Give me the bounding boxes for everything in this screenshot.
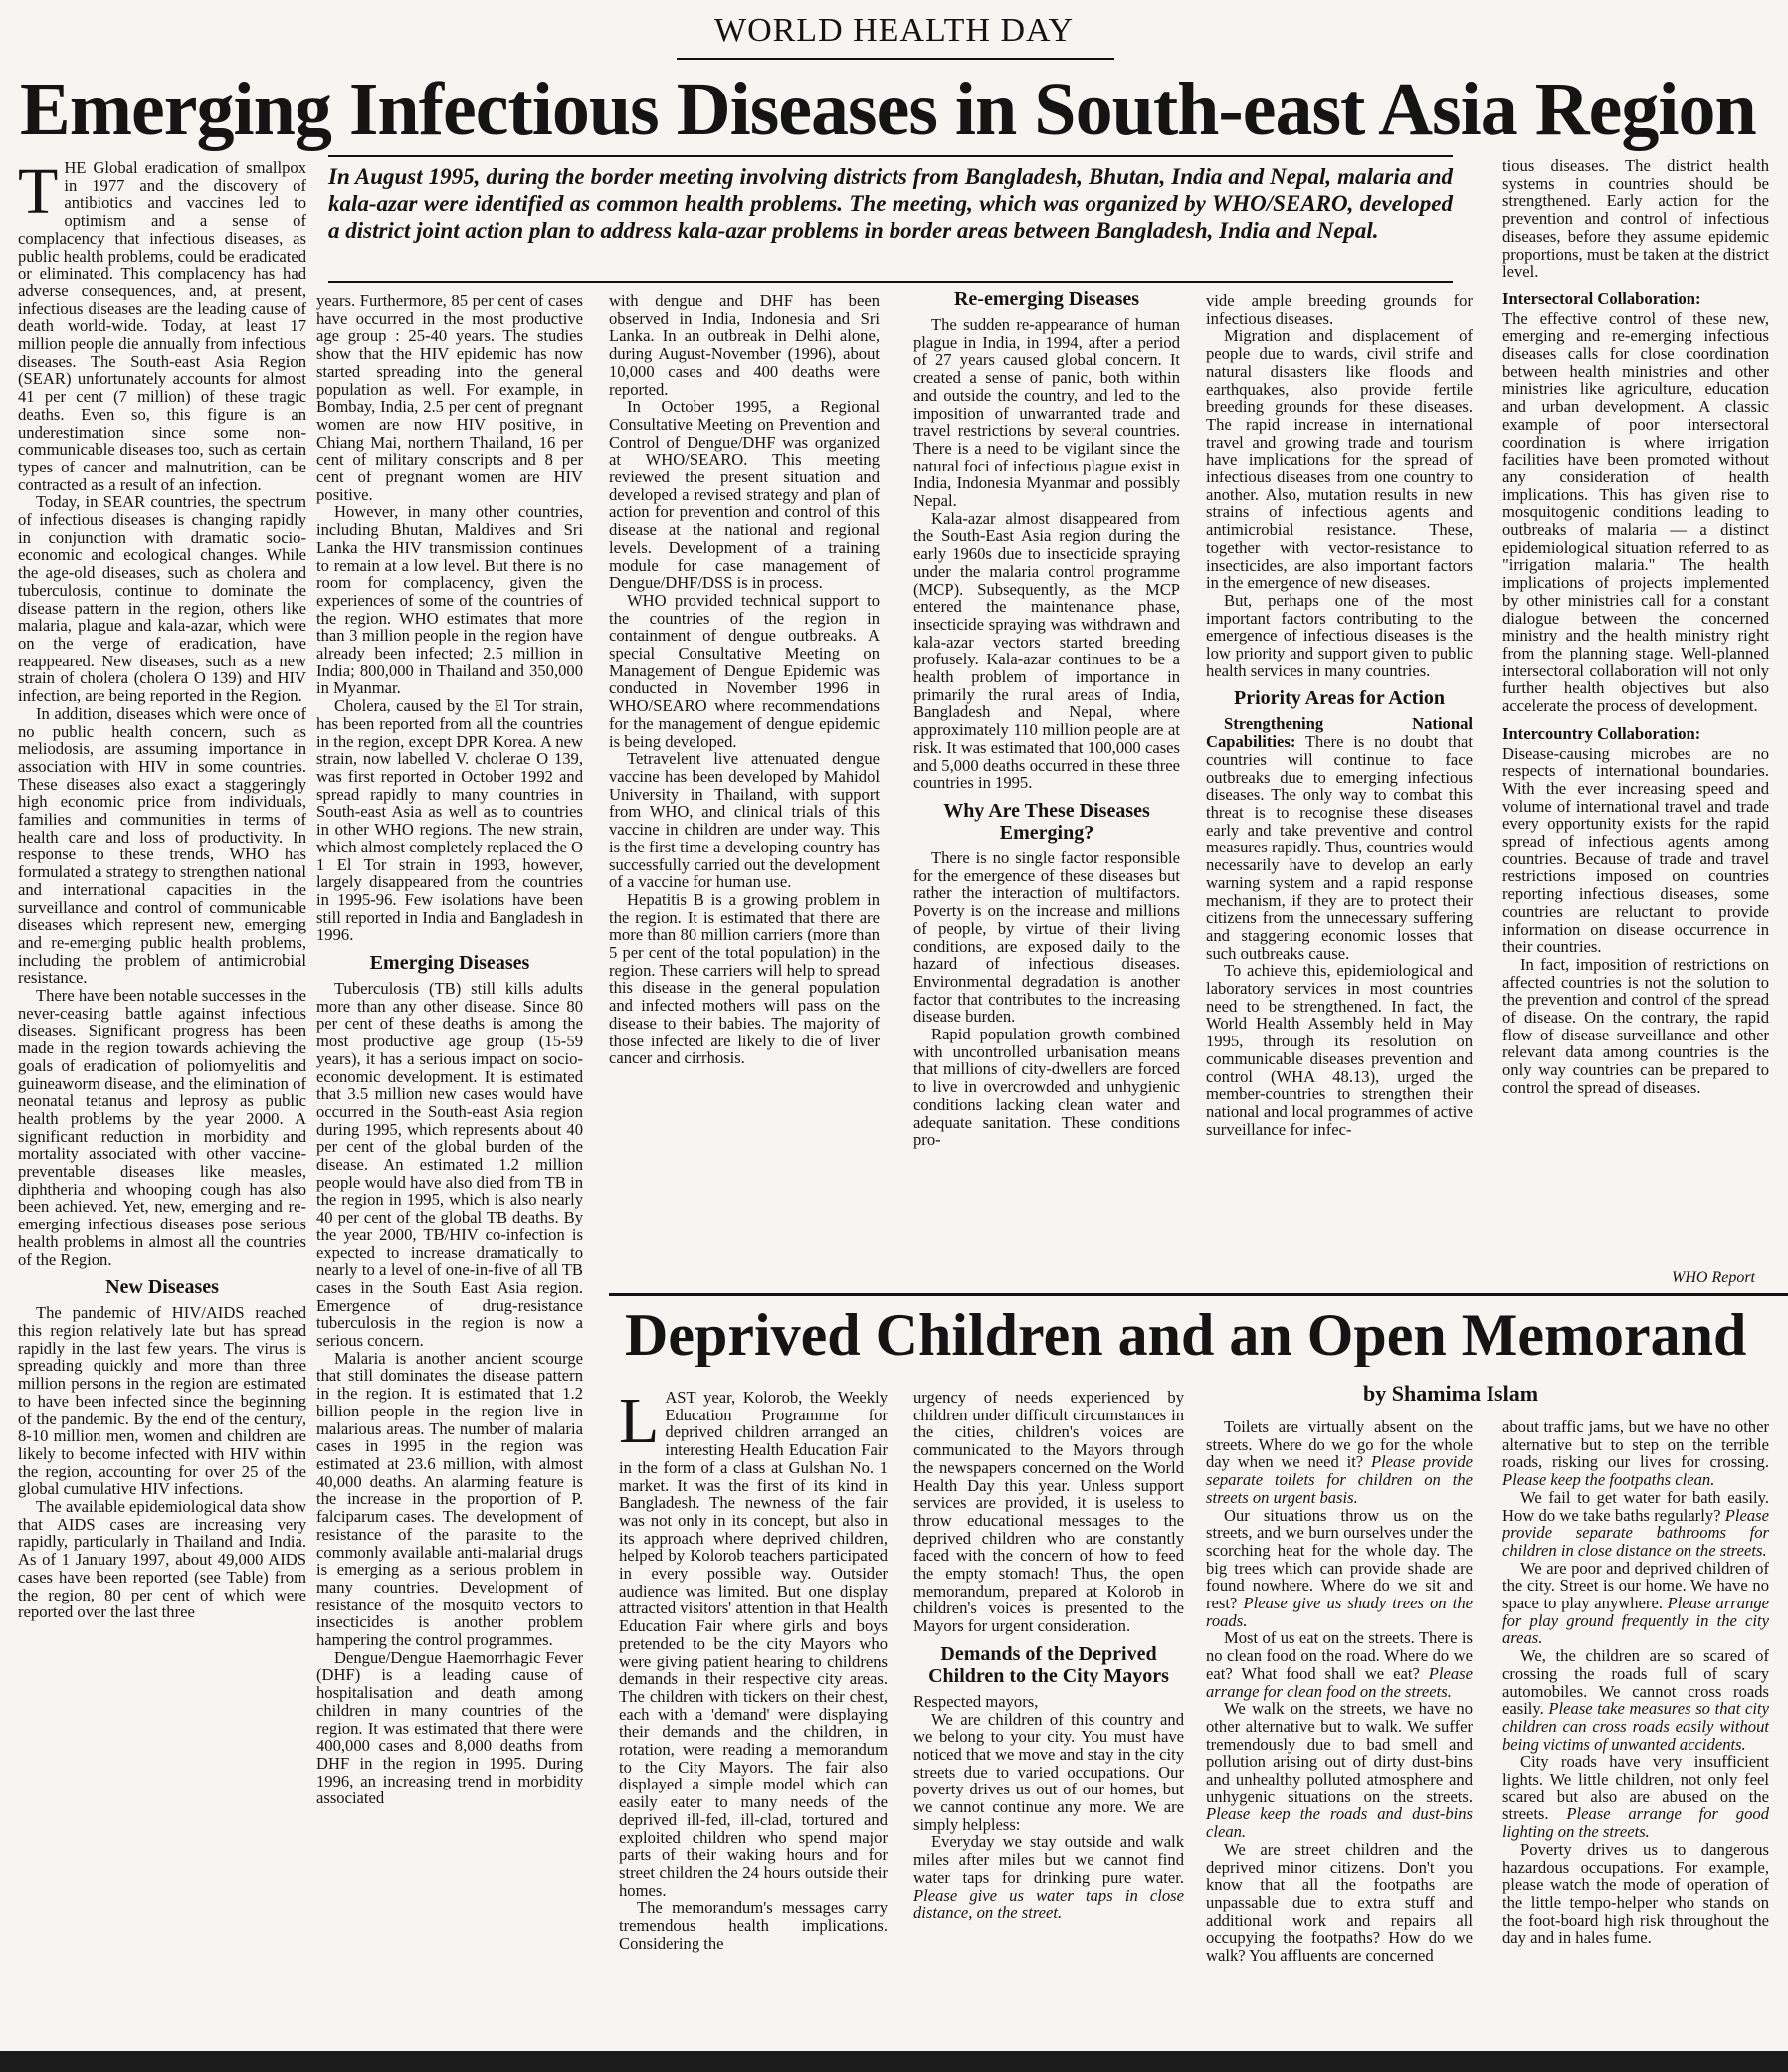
paragraph: Hepatitis B is a growing problem in the region. It is estimated that there are more than 80 million carriers (more than 5 per cent of the total population) in the region. These carriers will help to spread this disease in the general population and infected mothers will pass on the disease to their babies. The majority of those infected are likely to die of liver cancer and cirrhosis. bbox=[609, 889, 880, 1068]
article1-column-1 bbox=[18, 159, 306, 2049]
paragraph: We, the children are so scared of crossing the roads full of scary automobiles. We cannot cross roads easily. bbox=[1502, 1646, 1769, 1719]
paragraph: Kala-azar almost disappeared from the South-East Asia region during the early 1960s due to insecticide spraying under the malaria control programme (MCP). Subsequently, as the MCP entered the maintenance phase, insecticide spraying was withdrawn and kala-azar vectors started breeding profusely. Kala-azar continues to be a health problem of importance in primarily the rural areas of India, Bangladesh and Nepal, where approximately 110 million people are at risk. It was estimated that 100,000 cases and 5,000 deaths occurred in these three countries in 1995. bbox=[913, 508, 1180, 793]
paragraph: Toilets are virtually absent on the streets. Where do we go for the whole day when we need it? bbox=[1206, 1418, 1473, 1472]
deck-intro: In August 1995, during the border meeting involving districts from Bangladesh, Bhutan, India and Nepal, malaria and kala-azar were identified as common health problems. The meeting, which was organized by WHO/SEARO, developed a district joint action plan to address kala-azar problems in border areas between Bangladesh, India and Nepal. bbox=[328, 164, 1453, 243]
second-headline: Deprived Children and an Open Memorand bbox=[625, 1303, 1747, 1367]
demand-text: Please give us shady trees on the roads. bbox=[1206, 1594, 1473, 1630]
paragraph: City roads have very insufficient lights. We little children, not only feel scared but also are abused on the streets. bbox=[1502, 1752, 1769, 1824]
demand-text: Please arrange for good lighting on the streets. bbox=[1502, 1804, 1769, 1842]
subhead-intersectoral: Intersectoral Collaboration: bbox=[1502, 288, 1701, 308]
section-kicker: WORLD HEALTH DAY bbox=[713, 12, 1075, 49]
dropcap: L bbox=[619, 1389, 660, 1457]
article2-column-1 bbox=[619, 1389, 888, 2049]
paragraph: However, in many other countries, including Bhutan, Maldives and Sri Lanka the HIV transmission continues to remain at a low level. But there is no room for complacency, given the experiences of some of the countries of the region. WHO estimates that more than 3 million people in the region have already been infected; 2.5 million in India; 800,000 in Thailand and 350,000 in Myanmar. bbox=[316, 502, 583, 698]
demand-text: Please take measures so that city children can cross roads easily without being victims of unwanted accidents. bbox=[1502, 1699, 1769, 1754]
demand-text: Please provide separate bathrooms for children in close distance on the streets. bbox=[1502, 1505, 1769, 1560]
paragraph: Tetravelent live attenuated dengue vaccine has been developed by Mahidol University in Thailand, with support from WHO, and clinical trials of this vaccine in children are under way. This is the first time a developing country has successfully carried out the development of a vaccine for human use. bbox=[609, 749, 880, 892]
paragraph: In addition, diseases which were once of no public health concern, such as meliodosis, are assuming importance in association with HIV in some countries. These diseases also exact a staggeringly high economic price from individuals, families and communities in terms of health care and loss of productivity. In response to these trends, WHO has formulated a strategy to strengthen national and international capacities in the surveillance and control of communicable diseases which represent new, emerging and re-emerging public health problems, including the problem of antimicrobial resistance. bbox=[18, 703, 306, 988]
paragraph: Most of us eat on the streets. There is no clean food on the road. Where do we eat? What food shall we eat? bbox=[1206, 1628, 1473, 1683]
subheading-new-diseases: New Diseases bbox=[105, 1276, 219, 1299]
paragraph: Poverty drives us to dangerous hazardous occupations. For example, please watch the mode of operation of the little tempo-helper who stands on the foot-board high risk throughout the day and in hales fume. bbox=[1502, 1839, 1769, 1948]
demand-text: Please give us water taps in close distance, on the street. bbox=[913, 1885, 1184, 1923]
paragraph: Malaria is another ancient scourge that still dominates the disease pattern in the region. It is estimated that 1.2 billion people in the region live in malarious areas. The number of malaria cases in 1995 in the region was estimated at 23.6 million, with almost 40,000 deaths. An alarming feature is the increase in the proportion of P. falciparum cases. The development of resistance of the parasite to the commonly available anti-malarial drugs is emerging as a serious problem in many countries. Development of resistance of the mosquito vectors to insecticides is another problem hampering the control programmes. bbox=[316, 1348, 583, 1650]
subhead-national-capabilities: Strengthening National Capabilities: bbox=[1206, 714, 1473, 752]
article1-column-5 bbox=[1206, 292, 1473, 1287]
article1-column-4 bbox=[913, 288, 1180, 1287]
demand-text: Please arrange for play ground frequently in the city areas. bbox=[1502, 1594, 1769, 1648]
article2-column-2 bbox=[913, 1389, 1184, 2049]
paragraph: years. Furthermore, 85 per cent of cases have occurred in the most productive age group : 25-40 years. The studies show that the HIV epidemic has now started spreading into the general population as well. For example, in Bombay, India, 2.5 per cent of pregnant women are now HIV positive, in Chiang Mai, northern Thailand, 16 per cent of military conscripts and 8 per cent of pregnant women are HIV positive. bbox=[316, 292, 583, 504]
paragraph: Disease-causing microbes are no respects of international boundaries. With the ever increasing speed and volume of international travel and trade every opportunity exists for the rapid spread of infectious agents among countries. Because of trade and travel restrictions imposed on countries reporting infectious diseases, some countries are reluctant to provide information on disease occurrence in their countries. bbox=[1502, 743, 1769, 957]
paragraph: We are poor and deprived children of the city. Street is our home. We have no space to play anywhere. bbox=[1502, 1558, 1769, 1613]
main-headline: Emerging Infectious Diseases in South-east Asia Region bbox=[20, 68, 1756, 151]
paragraph: The memorandum's messages carry tremendous health implications. Considering the bbox=[619, 1898, 888, 1953]
paragraph: There is no doubt that countries will continue to face outbreaks due to emerging infectious diseases. The only way to combat this threat is to recognise these diseases early and take preventive and control measures rapidly. Thus, countries would necessarily have to develop an early warning system and a rapid response mechanism, if they are to protect their citizens from the unnecessary suffering and staggering economic losses that such outbreaks cause. bbox=[1206, 732, 1473, 963]
kicker-rule bbox=[677, 58, 1114, 60]
article1-column-6 bbox=[1502, 157, 1769, 1269]
demand-text: Please provide separate toilets for children on the streets on urgent basis. bbox=[1206, 1452, 1473, 1507]
byline: by Shamima Islam bbox=[1363, 1381, 1539, 1406]
paragraph: We fail to get water for bath easily. How do we take baths regularly? bbox=[1502, 1487, 1769, 1525]
paragraph: urgency of needs experienced by children under difficult circumstances in the cities, children's voices are communicated to the Mayors through the newspapers concerned on the World Health Day this year. Unless support services are provided, it is useless to throw educational messages to the deprived children who are constantly faced with the concern of how to feed the empty stomach! Thus, the open memorandum, prepared at Kolorob in children's voices is presented to the Mayors for urgent consideration. bbox=[913, 1389, 1184, 1636]
paragraph: Tuberculosis (TB) still kills adults more than any other disease. Since 80 per cent of these deaths is among the most productive age group (15-59 years), it has a serious impact on socio-economic development. It is estimated that 3.5 million new cases would have occurred in the South-east Asia region during 1995, which represents about 40 per cent of the global burden of the disease. An estimated 1.2 million people would have also died from TB in the region in 1995, which is also nearly 40 per cent of the global TB deaths. By the year 2000, TB/HIV co-infection is expected to increase dramatically to nearly to a level of one-in-five of all TB cases in the South East Asia region. Emergence of drug-resistance tuberculosis in the region is now a serious concern. bbox=[316, 979, 583, 1351]
subhead-intercountry: Intercountry Collaboration: bbox=[1502, 723, 1701, 743]
subheading-emerging-diseases: Emerging Diseases bbox=[369, 952, 530, 975]
paragraph: The effective control of these new, emerging and re-emerging infectious diseases calls for close coordination between health ministries and other ministries like agriculture, education and urban development. A classic example of poor intersectoral coordination is where irrigation facilities have been promoted without any consideration of health implications. This has given rise to mosquitogenic conditions leading to outbreaks of malaria — a distinct epidemiological situation referred to as "irrigation malaria." The health implications of projects implemented by other ministries call for a constant dialogue between the concerned ministry and the health ministry right from the planning stage. Well-planned intersectoral collaboration will not only further health objectives but also accelerate the process of development. bbox=[1502, 308, 1769, 716]
demand-text: Please arrange for clean food on the streets. bbox=[1206, 1663, 1473, 1701]
paragraph: tious diseases. The district health systems in countries should be strengthened. Early action for the prevention and control of infectious diseases, before they assume epidemic proportions, must be taken at the district level. bbox=[1502, 157, 1769, 282]
deck-rule-bottom bbox=[328, 281, 1453, 283]
demand-text: Please keep the footpaths clean. bbox=[1502, 1470, 1715, 1490]
paragraph: Dengue/Dengue Haemorrhagic Fever (DHF) is a leading cause of hospitalisation and death among children in many countries of the region. It was estimated that there were 400,000 cases and 8,000 deaths from DHF in the region in 1995. During 1996, an increasing trend in morbidity associated bbox=[316, 1647, 583, 1808]
subheading-reemerging-diseases: Re-emerging Diseases bbox=[953, 288, 1140, 310]
article1-column-3 bbox=[609, 292, 880, 1287]
paragraph: with dengue and DHF has been observed in India, Indonesia and Sri Lanka. In an outbreak in Delhi alone, during August-November (1996), about 10,000 cases and 400 deaths were reported. bbox=[609, 292, 880, 399]
paragraph: Cholera, caused by the El Tor strain, has been reported from all the countries in the region, except DPR Korea. A new strain, now labelled V. cholerae O 139, was first reported in October 1992 and spread rapidly to many countries in South-east Asia as well as to countries in other WHO regions. The new strain, which almost completely replaced the O 1 El Tor strain in 1993, however, largely disappeared from the countries in 1995-96. Few isolations have been still reported in India and Bangladesh in 1996. bbox=[316, 696, 583, 945]
bottom-banner-strip bbox=[0, 2051, 1788, 2072]
paragraph: HE Global eradication of smallpox in 1977 and the discovery of antibiotics and vaccines led to optimism and a sense of complacency that infectious diseases, as public health problems, could be eradicated or eliminated. This complacency has had adverse consequences, and, at present, infectious diseases are the leading cause of death world-wide. Today, at least 17 million people die annually from infectious diseases. The South-east Asia Region (SEAR) unfortunately accounts for almost 41 per cent (7 million) of these tragic deaths. Even so, this figure is an underestimation since some non-communicable diseases too, such as certain types of cancer and malnutrition, can be contracted as a result of an infection. bbox=[18, 159, 306, 494]
paragraph: The pandemic of HIV/AIDS reached this region relatively late but has spread rapidly in the last few years. The virus is spreading quickly and more than three million persons in the region are estimated to have been infected since the beginning of the pandemic. By the end of the century, 8-10 million men, women and children are likely to become infected with HIV within the region, accounting for over 25 of the global cumulative HIV infections. bbox=[18, 1303, 306, 1499]
paragraph: vide ample breeding grounds for infectious diseases. bbox=[1206, 292, 1473, 328]
paragraph: In fact, imposition of restrictions on affected countries is not the solution to the prevention and control of the spread of disease. On the contrary, the rapid flow of disease surveillance and other relevant data among countries is the only way countries can be prepared to control the spread of diseases. bbox=[1502, 954, 1769, 1097]
paragraph: The available epidemiological data show that AIDS cases are increasing very rapidly, particularly in Thailand and India. As of 1 January 1997, about 49,000 AIDS cases have been reported (see Table) from the region, 80 per cent of which were reported over the last three bbox=[18, 1497, 306, 1622]
article-divider bbox=[609, 1293, 1788, 1296]
paragraph: WHO provided technical support to the countries of the region in containment of dengue outbreaks. A special Consultative Meeting on Management of Dengue Epidemic was conducted in November 1996 in WHO/SEARO where recommendations for the management of dengue epidemic is being developed. bbox=[609, 590, 880, 751]
paragraph: Today, in SEAR countries, the spectrum of infectious diseases is changing rapidly in conjunction with dramatic socio-economic and ecological changes. While the age-old diseases, such as cholera and tuberculosis, continue to dominate the disease pattern in the region, others like malaria, plague and kala-azar, which were on the verge of eradication, have reappeared. New diseases, such as a new strain of cholera (cholera O 139) and HIV infection, are being reported in the Region. bbox=[18, 492, 306, 706]
subheading-why-emerging: Why Are These Diseases Emerging? bbox=[943, 799, 1150, 844]
paragraph: Migration and displacement of people due to wards, civil strife and natural disasters like floods and earthquakes, also provide fertile breeding grounds for these diseases. The rapid increase in international travel and growing trade and tourism have implications for the spread of infectious diseases from one country to another. Also, mutation results in new strains of infectious agents and antimicrobial resistance. These, together with vector-resistance to insecticides, are also important factors in the emergence of new diseases. bbox=[1206, 326, 1473, 593]
paragraph: In October 1995, a Regional Consultative Meeting on Prevention and Control of Dengue/DHF was organized at WHO/SEARO. This meeting reviewed the present situation and developed a revised strategy and plan of action for prevention and control of this disease at the national and regional levels. Development of a training module for case management of Dengue/DHF/DSS is in process. bbox=[609, 397, 880, 593]
paragraph: AST year, Kolorob, the Weekly Education Programme for deprived children arranged an interesting Health Education Fair in the form of a class at Gulshan No. 1 market. It was the first of its kind in Bangladesh. The newness of the fair was not only in its concept, but also in its approach where deprived children, helped by Kolorob teachers participated in every possible way. Outsider audience was limited. But one display attracted visitors' attention in that Health Education Fair where girls and boys pretended to be the city Mayors who were giving patient hearing to childrens demands in their respective city areas. The children with tickers on their chest, each with a 'demand' were displaying their demands and the children, in rotation, were reading a memorandum to the City Mayors. The fair also displayed a simple model which can easily eater to many needs of the deprived ill-fed, ill-clad, tortured and exploited children who spend major parts of their waking hours and for street children the 24 hours outside their homes. bbox=[619, 1389, 888, 1900]
paragraph: But, perhaps one of the most important factors contributing to the emergence of infectious diseases is the low priority and support given to public health services in many countries. bbox=[1206, 590, 1473, 680]
paragraph: To achieve this, epidemiological and laboratory services in most countries need to be strengthened. In fact, the World Health Assembly held in May 1995, through its resolution on communicable diseases prevention and control (WHA 48.13), urged the member-countries to strengthen their national and local programmes of active surveillance for infec- bbox=[1206, 961, 1473, 1139]
paragraph: about traffic jams, but we have no other alternative but to step on the terrible roads, risking our lives for crossing. bbox=[1502, 1418, 1769, 1472]
paragraph: The sudden re-appearance of human plague in India, in 1994, after a period of 27 years caused global concern. It created a sense of panic, both within and outside the country, and led to the imposition of unwarranted trade and travel restrictions by several countries. There is a need to be vigilant since the natural foci of infectious plague exist in India, Indonesia Myanmar and possibly Nepal. bbox=[913, 315, 1180, 511]
subheading-priority-areas: Priority Areas for Action bbox=[1234, 687, 1445, 710]
paragraph: There have been notable successes in the never-ceasing battle against infectious diseases. Significant progress has been made in the region towards achieving the goals of eradication of poliomyelitis and guineaworm disease, and the elimination of neonatal tetanus and leprosy as public health problems by the year 2000. A significant reduction in morbidity and mortality associated with other vaccine-preventable diseases like measles, diphtheria and whooping cough has also been achieved. Yet, new, emerging and re-emerging infectious diseases pose serious health problems in almost all the countries of the Region. bbox=[18, 986, 306, 1269]
article-credit: WHO Report bbox=[1672, 1269, 1755, 1286]
paragraph: There is no single factor responsible for the emergence of these diseases but rather the interaction of multifactors. Poverty is on the increase and millions of people, by virtue of their living conditions, are exposed daily to the hazard of infectious diseases. Environmental degradation is another factor that contributes to the increasing disease burden. bbox=[913, 848, 1180, 1027]
paragraph: We are street children and the deprived minor citizens. Don't you know that all the footpaths are unpassable due to extra stuff and additional work and repairs all occupying the footpaths? How do we walk? You affluents are concerned bbox=[1206, 1839, 1473, 1966]
paragraph: Our situations throw us on the streets, and we burn ourselves under the scorching heat for the whole day. The big trees which can provide shade are found nowhere. Where do we sit and rest? bbox=[1206, 1505, 1473, 1613]
paragraph: We walk on the streets, we have no other alternative but to walk. We suffer tremendously due to bad smell and pollution arising out of dirty dust-bins and unhealthy polluted atmosphere and unhygenic situations on the streets. bbox=[1206, 1699, 1473, 1806]
article2-column-4 bbox=[1502, 1418, 1769, 2049]
subheading-demands: Demands of the Deprived Children to the City Mayors bbox=[928, 1642, 1169, 1687]
dropcap: T bbox=[18, 159, 59, 228]
demand-text: Please keep the roads and dust-bins clean. bbox=[1206, 1804, 1473, 1842]
deck-rule-top bbox=[328, 155, 1453, 157]
article2-column-3 bbox=[1206, 1418, 1473, 2049]
paragraph: Rapid population growth combined with uncontrolled urbanisation means that millions of city-dwellers are forced to live in overcrowded and unhygienic conditions lacking clean water and adequate sanitation. These conditions pro- bbox=[913, 1025, 1180, 1150]
paragraph: Respected mayors, bbox=[913, 1691, 1039, 1711]
article1-column-2 bbox=[316, 292, 583, 2049]
paragraph: Everyday we stay outside and walk miles after miles but we cannot find water taps for drinking pure water. bbox=[913, 1832, 1184, 1887]
paragraph: We are children of this country and we belong to your city. You must have noticed that we move and stay in the city streets due to varied occupations. Our poverty drives us out of our homes, but we cannot continue any more. We are simply helpless: bbox=[913, 1709, 1184, 1834]
